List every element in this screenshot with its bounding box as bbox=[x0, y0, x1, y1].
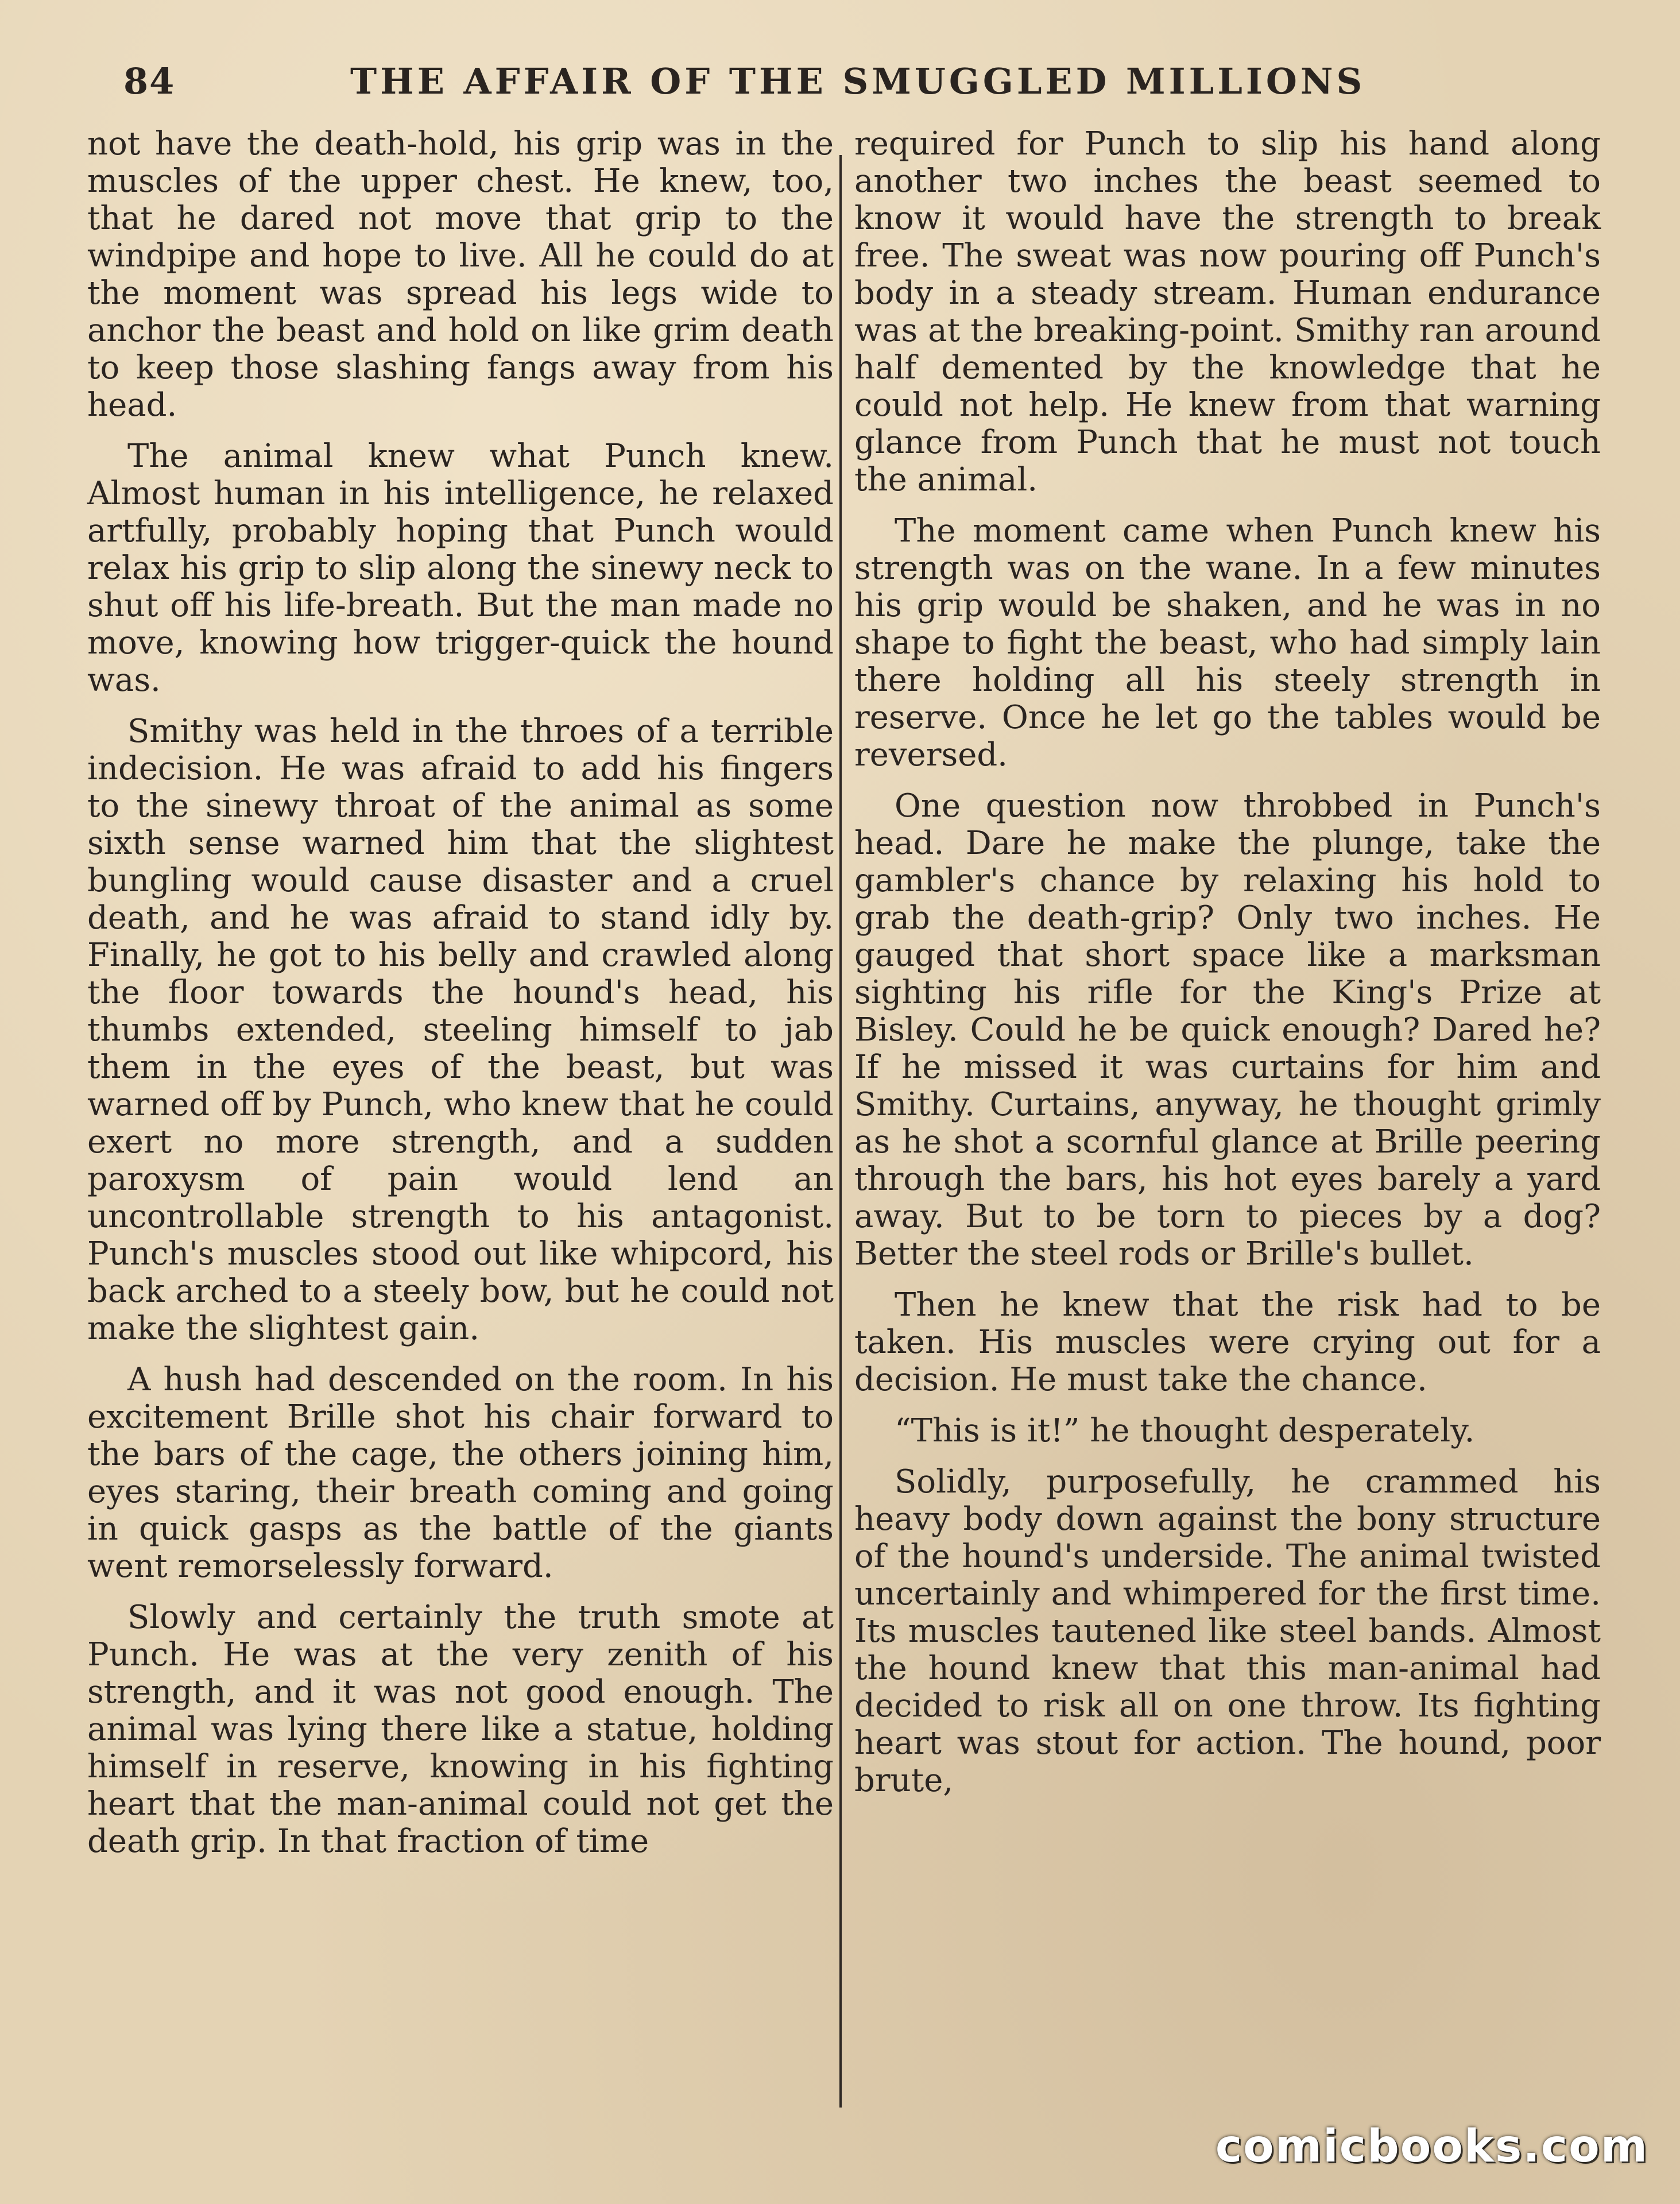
page-number: 84 bbox=[123, 60, 176, 102]
column-divider bbox=[839, 155, 842, 2108]
right-column bbox=[854, 125, 1601, 1813]
page-header bbox=[86, 55, 1602, 112]
paragraph: The animal knew what Punch knew. Almost human in his intelligence, he relaxed artfully, probably hoping that Punch would relax his grip to slip along the sinewy neck to shut off his life-breath. But the man made no move, knowing how trigger-quick the hound was. bbox=[87, 438, 834, 699]
paragraph: Solidly, purposefully, he crammed his heavy body down against the bony structure of the hound's underside. The animal twisted uncertainly and whimpered for the first time. Its muscles tautened like steel bands. Almost the hound knew that this man-animal had decided to risk all on one throw. Its fighting heart was stout for action. The hound, poor brute, bbox=[854, 1463, 1601, 1799]
paragraph: “This is it!” he thought desperately. bbox=[895, 1412, 1475, 1449]
paragraph: A hush had descended on the room. In his excitement Brille shot his chair forward to the bars of the cage, the others joining him, eyes staring, their breath coming and going in quick gasps as the battle of the giants went remorselessly forward. bbox=[87, 1361, 834, 1585]
watermark: comicbooks.com bbox=[1215, 2121, 1648, 2172]
paragraph: One question now throbbed in Punch's head. Dare he make the plunge, take the gambler's chance by relaxing his hold to grab the death-grip? Only two inches. He gauged that short space like a marksman sighting his rifle for the King's Prize at Bisley. Could he be quick enough? Dared he? If he missed it was curtains for him and Smithy. Curtains, anyway, he thought grimly as he shot a scornful glance at Brille peering through the bars, his hot eyes barely a yard away. But to be torn to pieces by a dog? Better the steel rods or Brille's bullet. bbox=[854, 787, 1601, 1273]
paragraph: Slowly and certainly the truth smote at Punch. He was at the very zenith of his strength, and it was not good enough. The animal was lying there like a statue, holding himself in reserve, knowing in his fighting heart that the man-animal could not get the death grip. In that fraction of time bbox=[87, 1599, 834, 1860]
paragraph: Smithy was held in the throes of a terrible indecision. He was afraid to add his fingers to the sinewy throat of the animal as some sixth sense warned him that the slightest bungling would cause disaster and a cruel death, and he was afraid to stand idly by. Finally, he got to his belly and crawled along the floor towards the hound's head, his thumbs extended, steeling himself to jab them in the eyes of the beast, but was warned off by Punch, who knew that he could exert no more strength, and a sudden paroxysm of pain would lend an uncontrollable strength to his antagonist. Punch's muscles stood out like whipcord, his back arched to a steely bow, but he could not make the slightest gain. bbox=[87, 713, 834, 1347]
running-title: THE AFFAIR OF THE SMUGGLED MILLIONS bbox=[350, 60, 1366, 102]
left-column bbox=[87, 125, 834, 1874]
paragraph: required for Punch to slip his hand along another two inches the beast seemed to know it would have the strength to break free. The sweat was now pouring off Punch's body in a steady stream. Human endurance was at the breaking-point. Smithy ran around half demented by the knowledge that he could not help. He knew from that warning glance from Punch that he must not touch the animal. bbox=[854, 125, 1601, 498]
paragraph: not have the death-hold, his grip was in the muscles of the upper chest. He knew, too, that he dared not move that grip to the windpipe and hope to live. All he could do at the moment was spread his legs wide to anchor the beast and hold on like grim death to keep those slashing fangs away from his head. bbox=[87, 125, 834, 424]
paragraph: The moment came when Punch knew his strength was on the wane. In a few minutes his grip would be shaken, and he was in no shape to fight the beast, who had simply lain there holding all his steely strength in reserve. Once he let go the tables would be reversed. bbox=[854, 512, 1601, 774]
paragraph: Then he knew that the risk had to be taken. His muscles were crying out for a decision. He must take the chance. bbox=[854, 1286, 1601, 1398]
